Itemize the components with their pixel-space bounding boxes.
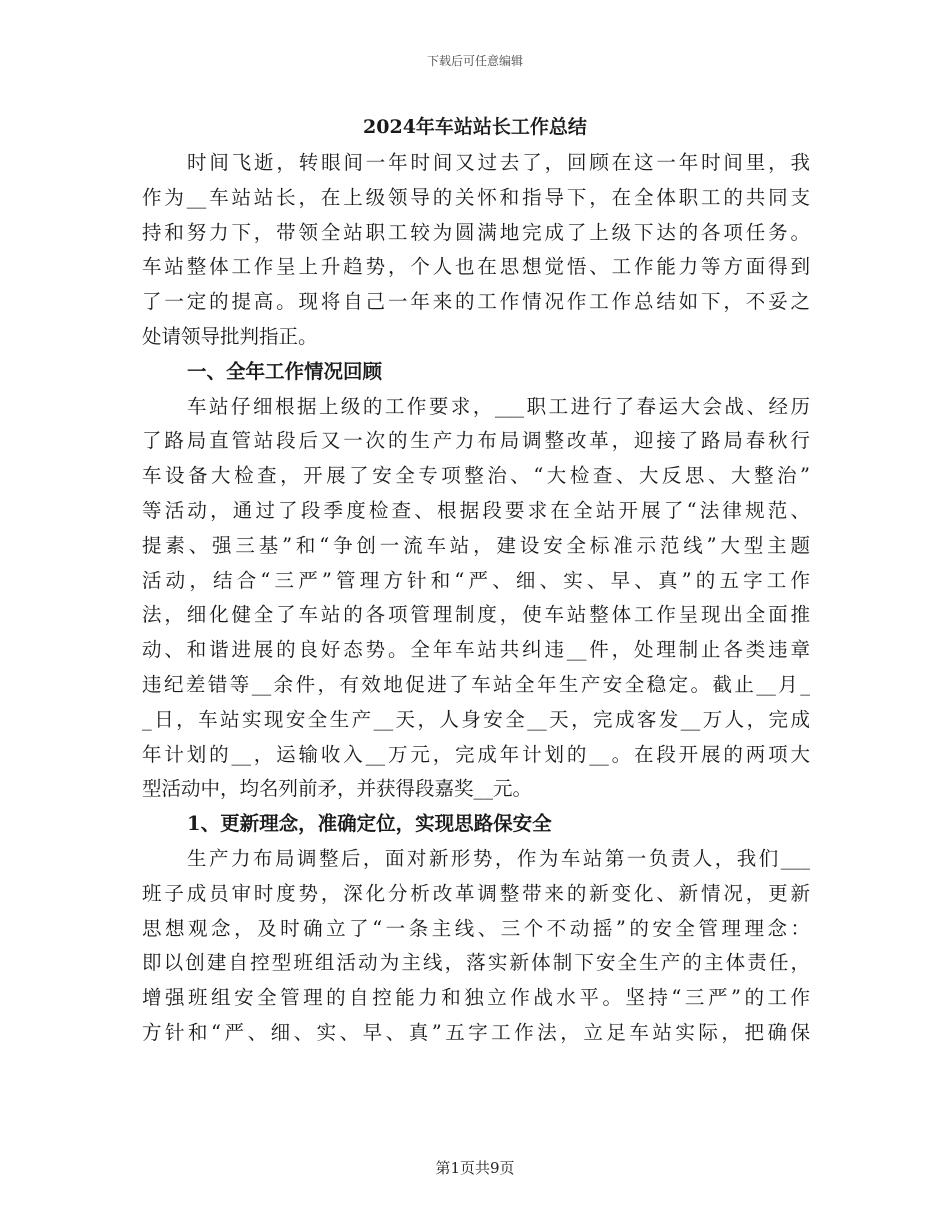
- document-title: 2024年车站站长工作总结: [363, 116, 587, 138]
- text-line: 即以创建自控型班组活动为主线，落实新体制下安全生产的主体责任，: [142, 951, 810, 975]
- text-line: 作为__车站站长，在上级领导的关怀和指导下，在全体职工的共同支: [142, 185, 810, 209]
- text-line: 了路局直管站段后又一次的生产力布局调整改革，迎接了路局春秋行: [142, 429, 810, 453]
- text-line: 车设备大检查，开展了安全专项整治、“大检查、大反思、大整治”: [142, 464, 810, 488]
- text-line: 活动，结合“三严”管理方针和“严、细、实、早、真”的五字工作: [142, 568, 810, 592]
- page-header: 下载后可任意编辑: [426, 54, 523, 68]
- text-line: 法，细化健全了车站的各项管理制度，使车站整体工作呈现出全面推: [142, 603, 810, 627]
- text-line: 年计划的__，运输收入__万元，完成年计划的__。在段开展的两项大: [142, 742, 810, 766]
- text-line: 班子成员审时度势，深化分析改革调整带来的新变化、新情况，更新: [142, 881, 810, 905]
- text-line: 车站整体工作呈上升趋势，个人也在思想觉悟、工作能力等方面得到: [142, 255, 810, 279]
- text-line: 动、和谐进展的良好态势。全年车站共纠违__件，处理制止各类违章: [142, 638, 810, 662]
- document-body: [142, 146, 810, 1051]
- text-line: 型活动中，均名列前矛，并获得段嘉奖__元。: [142, 777, 533, 801]
- page-footer: 第1页共9页: [435, 1159, 515, 1177]
- text-line: 增强班组安全管理的自控能力和独立作战水平。坚持“三严”的工作: [142, 986, 810, 1010]
- text-line: 等活动，通过了段季度检查、根据段要求在全站开展了“法律规范、: [142, 498, 810, 522]
- text-line: 提素、强三基”和“争创一流车站，建设安全标准示范线”大型主题: [142, 533, 810, 557]
- text-line: 了一定的提高。现将自己一年来的工作情况作工作总结如下，不妥之: [142, 290, 810, 314]
- text-line: 生产力布局调整后，面对新形势，作为车站第一负责人，我们___: [187, 846, 810, 870]
- section-heading: 1、更新理念，准确定位，实现思路保安全: [187, 812, 552, 836]
- text-line: 处请领导批判指正。: [142, 324, 318, 348]
- text-line: 持和努力下，带领全站职工较为圆满地完成了上级下达的各项任务。: [142, 220, 810, 244]
- text-line: 思想观念，及时确立了“一条主线、三个不动摇”的安全管理理念：: [142, 916, 810, 940]
- text-line: 车站仔细根据上级的工作要求，___职工进行了春运大会战、经历: [187, 394, 810, 418]
- section-heading: 一、全年工作情况回顾: [187, 359, 383, 383]
- text-line: _日，车站实现安全生产__天，人身安全__天，完成客发__万人，完成: [142, 707, 810, 731]
- text-line: 违纪差错等__余件，有效地促进了车站全年生产安全稳定。截止__月_: [142, 672, 810, 696]
- text-line: 方针和“严、细、实、早、真”五字工作法，立足车站实际，把确保: [142, 1020, 810, 1044]
- text-line: 时间飞逝，转眼间一年时间又过去了，回顾在这一年时间里，我: [187, 151, 810, 174]
